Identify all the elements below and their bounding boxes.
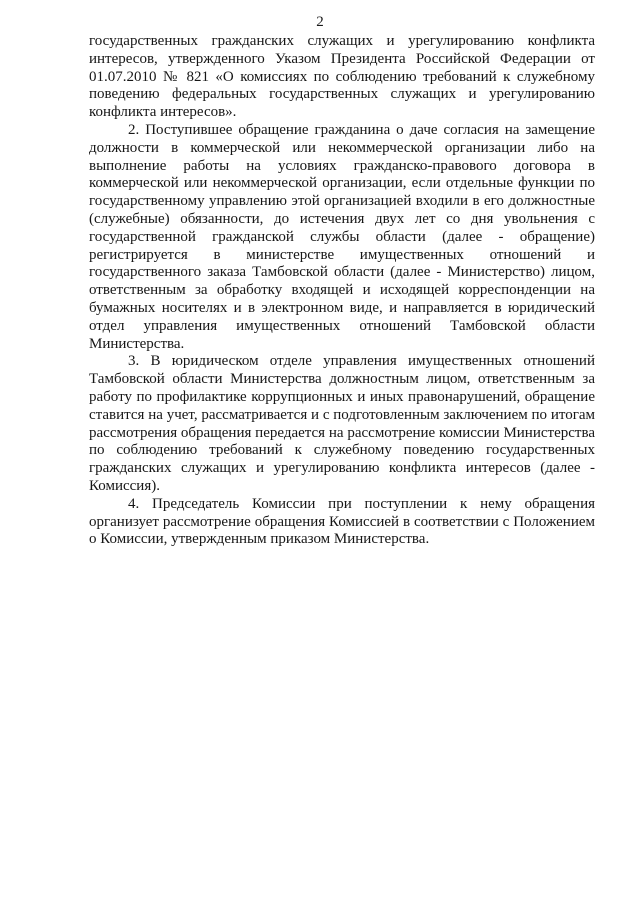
paragraph-item-3: 3. В юридическом отделе управления имущественных отношений Тамбовской области Министерства должностным лицом, ответственным за работу по профилактике коррупционных и иных правонарушений, обращение ставится на учет, рассматривается и с подготовленным заключением по итогам рассмотрения обращения передается на рассмотрение комиссии Министерства по соблюдению требований к служебному поведению государственных гражданских служащих и урегулированию конфликта интересов (далее - Комиссия). bbox=[89, 353, 595, 494]
page-number: 2 bbox=[316, 14, 324, 30]
paragraph-item-4: 4. Председатель Комиссии при поступлении к нему обращения организует рассмотрение обращения Комиссией в соответствии с Положением о Комиссии, утвержденным приказом Министерства. bbox=[89, 495, 595, 548]
paragraph-item-2: 2. Поступившее обращение гражданина о даче согласия на замещение должности в коммерческой или некоммерческой организации либо на выполнение работы на условиях гражданско-правового договора в коммерческой или некоммерческой организации, если отдельные функции по государственному управлению этой организацией входили в его должностные (служебные) обязанности, до истечения двух лет со дня увольнения с государственной гражданской службы области (далее - обращение) регистрируется в министерстве имущественных отношений и государственного заказа Тамбовской области (далее - Министерство) лицом, ответственным за обработку входящей и исходящей корреспонденции на бумажных носителях и в электронном виде, и направляется в юридический отдел управления имущественных отношений Тамбовской области Министерства. bbox=[89, 121, 595, 352]
document-body bbox=[89, 33, 595, 549]
paragraph-continuation: государственных гражданских служащих и урегулированию конфликта интересов, утвержденного Указом Президента Российской Федерации от 01.07.2010 № 821 «О комиссиях по соблюдению требований к служебному поведению федеральных государственных служащих и урегулированию конфликта интересов». bbox=[89, 33, 595, 121]
